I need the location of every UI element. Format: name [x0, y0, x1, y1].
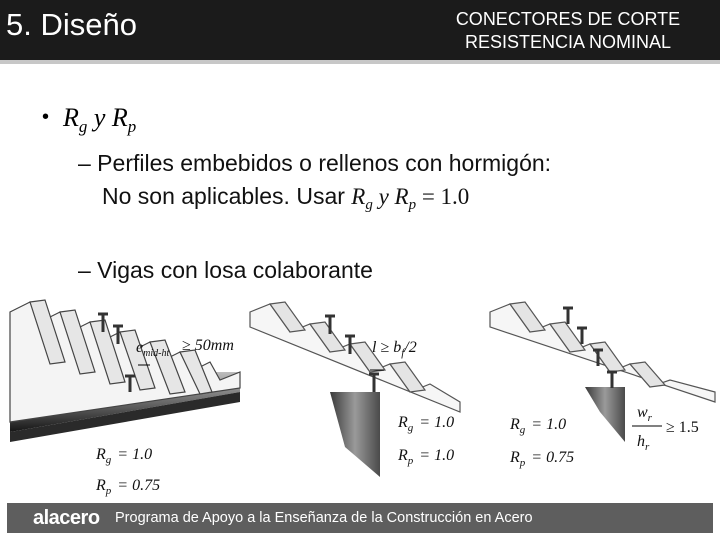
steel-beam-web — [585, 387, 625, 442]
steel-beam-web — [330, 392, 380, 477]
sub-bullet-composite-slab: – Vigas con losa colaborante — [78, 257, 373, 283]
wr-label: $w_r$ — [637, 404, 652, 424]
hr-label: $h_r$ — [637, 433, 650, 453]
right-rg: $R_g = 1.0$ — [510, 416, 567, 436]
left-rg: $R_g = 1.0$ — [96, 446, 153, 466]
rp-symbol: R — [111, 103, 128, 132]
rg-symbol: R — [351, 184, 366, 209]
bullet-dot: • — [42, 106, 50, 128]
middle-rg: $R_g = 1.0$ — [398, 414, 455, 434]
sub-text: No son aplicables. Usar — [102, 183, 352, 209]
sub-bullet-embedded-line1: – Perfiles embebidos o rellenos con hormigón: — [78, 150, 552, 176]
right-deck-diagram — [490, 302, 715, 469]
header-bar — [0, 0, 720, 60]
rp-symbol: R — [394, 184, 409, 209]
wr-hr-ratio — [632, 404, 699, 453]
section-title-line1: CONECTORES DE CORTE — [455, 9, 681, 29]
sub-bullet-embedded-line2 — [78, 180, 551, 222]
rp-subscript: p — [127, 116, 137, 136]
rp-subscript: p — [408, 197, 417, 214]
right-rp: $R_p = 0.75$ — [510, 449, 575, 469]
alacero-logo: alacero — [33, 507, 100, 529]
middle-rp: $R_p = 1.0$ — [398, 447, 455, 467]
ratio-value: ≥ 1.5 — [666, 419, 699, 436]
section-title — [428, 8, 708, 54]
left-deck-diagram — [10, 300, 240, 497]
header-divider — [0, 60, 720, 64]
bullet-conjunction: y — [87, 103, 112, 132]
left-rp: $R_p = 0.75$ — [96, 477, 161, 497]
sub-bullet-embedded — [78, 147, 551, 222]
conjunction: y — [372, 184, 395, 209]
slide-title: 5. Diseño — [6, 7, 137, 42]
section-title-line2: RESISTENCIA NOMINAL — [464, 32, 672, 52]
rg-subscript: g — [365, 197, 373, 214]
middle-deck-diagram — [250, 302, 460, 477]
footer-program-text: Programa de Apoyo a la Enseñanza de la Construcción en Acero — [115, 510, 533, 526]
bullet-rg-rp — [42, 103, 136, 137]
rg-symbol: R — [63, 103, 79, 132]
ge50-label: ≥ 50mm — [182, 337, 234, 354]
middle-condition: $l \ge b_f/2$ — [372, 339, 417, 359]
equals-value: = 1.0 — [416, 184, 470, 209]
deck-diagrams-figure — [0, 292, 720, 502]
rg-subscript: g — [78, 116, 88, 136]
emid-label: $e_{mid-ht}$ — [136, 339, 170, 359]
footer-bar — [7, 503, 713, 533]
